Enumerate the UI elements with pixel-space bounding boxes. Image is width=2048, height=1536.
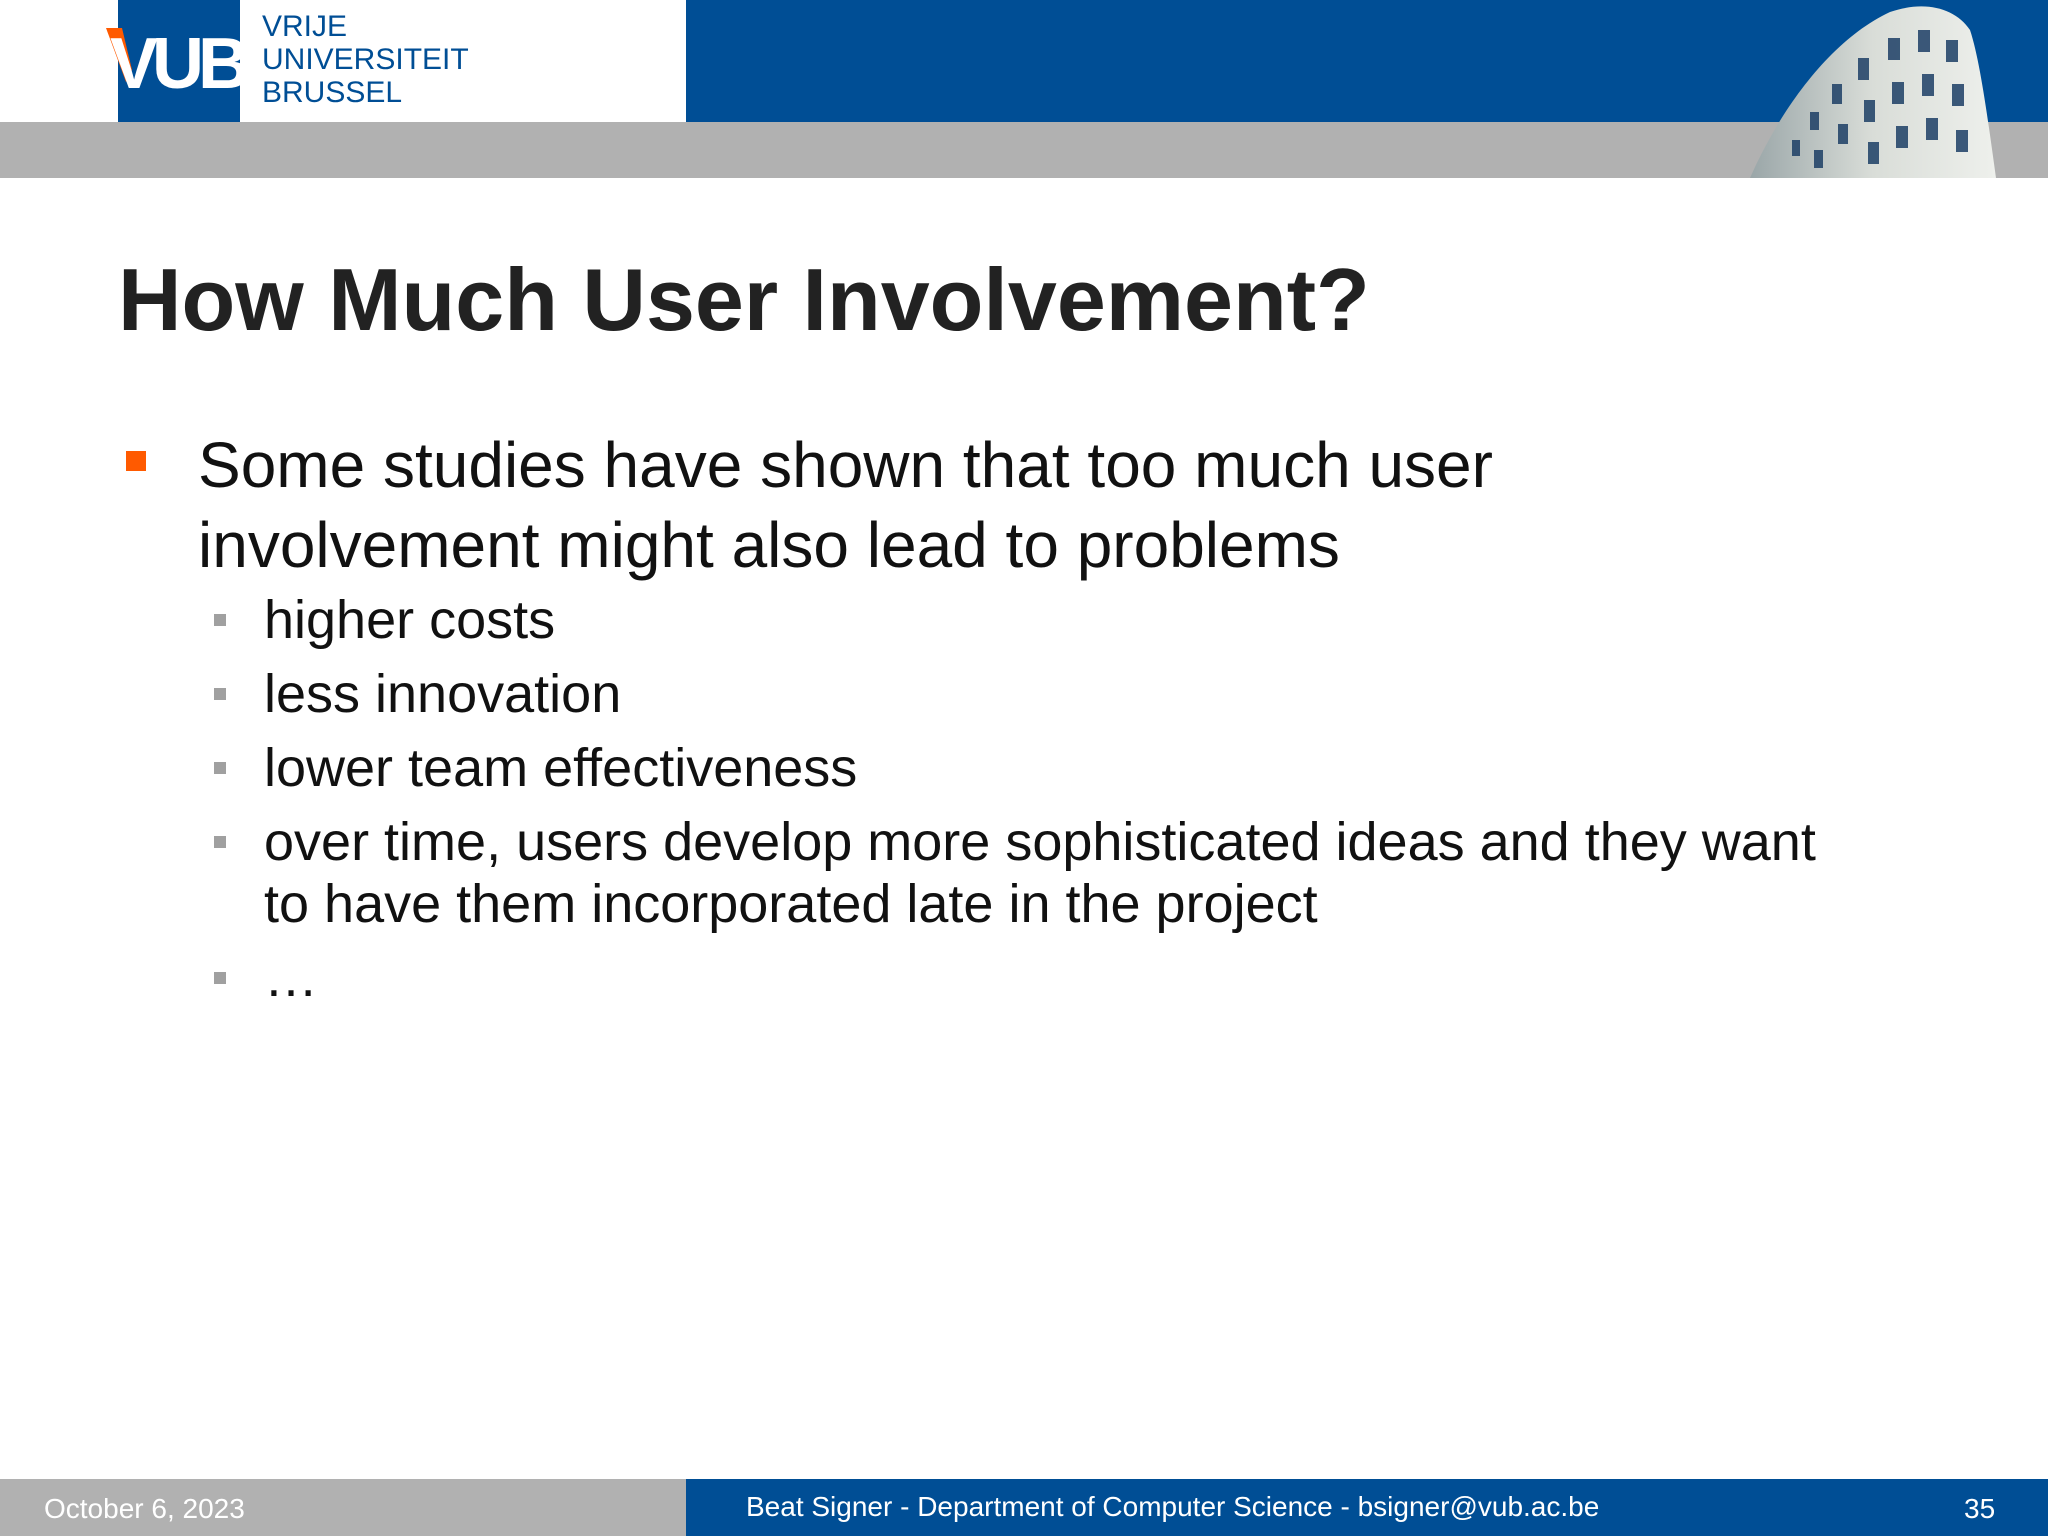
vub-logo-mark	[106, 24, 246, 94]
sub-bullet-text-line-2: to have them incorporated late in the project	[264, 874, 1318, 934]
sub-bullet-list	[118, 589, 1918, 1009]
gray-square-bullet-icon	[214, 762, 226, 774]
footer-author-info: Beat Signer - Department of Computer Science - bsigner@vub.ac.be	[746, 1491, 1600, 1522]
gray-square-bullet-icon	[214, 836, 226, 848]
bullet-list	[118, 425, 1918, 1021]
sub-bullet-text: higher costs	[264, 590, 556, 650]
sub-bullet-item	[118, 663, 1918, 725]
gray-square-bullet-icon	[214, 972, 226, 984]
page-number: 35	[1964, 1493, 1996, 1524]
footer-date: October 6, 2023	[44, 1493, 245, 1524]
sub-bullet-item	[118, 811, 1918, 935]
gray-square-bullet-icon	[214, 688, 226, 700]
main-bullet	[118, 425, 1918, 585]
university-name-line-1: VRIJE	[262, 10, 348, 43]
sub-bullet-item	[118, 737, 1918, 799]
slide-title: How Much User Involvement?	[118, 250, 1370, 349]
orange-square-bullet-icon	[126, 451, 146, 471]
sub-bullet-text: less innovation	[264, 664, 622, 724]
university-name-line-2: UNIVERSITEIT	[262, 43, 469, 76]
university-name	[262, 10, 469, 109]
main-bullet-line-2: involvement might also lead to problems	[198, 509, 1340, 581]
sub-bullet-item	[118, 589, 1918, 651]
building-photo	[1740, 0, 2000, 178]
sub-bullet-text: lower team effectiveness	[264, 738, 858, 798]
main-bullet-line-1: Some studies have shown that too much user	[198, 429, 1493, 501]
sub-bullet-text-line-1: over time, users develop more sophisticated ideas and they want	[264, 812, 1816, 872]
university-name-line-3: BRUSSEL	[262, 76, 403, 109]
gray-square-bullet-icon	[214, 614, 226, 626]
logo-mark-text: VUB	[110, 24, 245, 94]
sub-bullet-text: …	[264, 948, 318, 1008]
sub-bullet-item	[118, 947, 1918, 1009]
